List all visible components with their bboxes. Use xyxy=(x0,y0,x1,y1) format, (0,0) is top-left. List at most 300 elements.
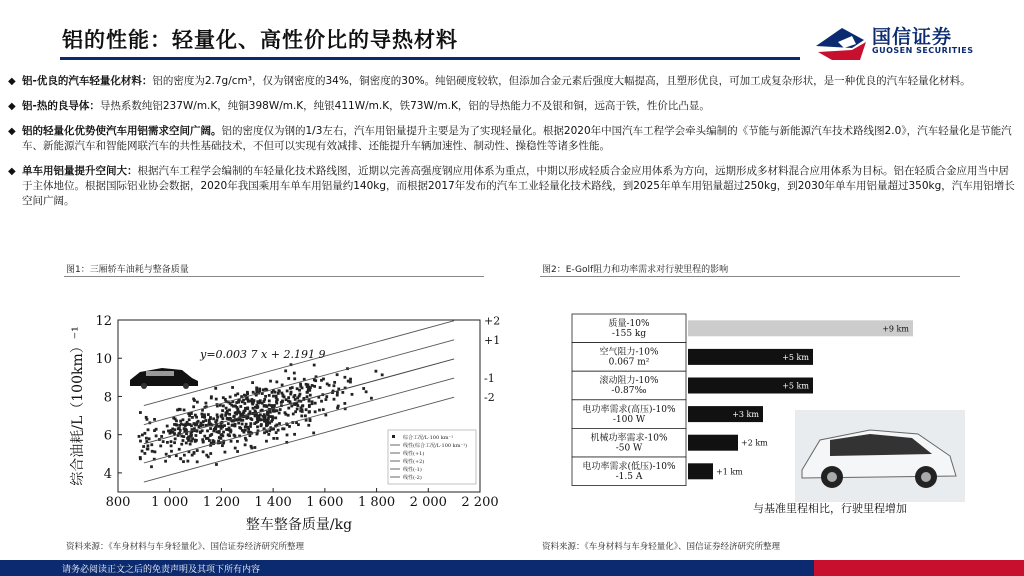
fit-equation: y=0.003 7 x + 2.191 9 xyxy=(200,348,326,362)
band-label: +1 xyxy=(484,333,500,347)
scatter-point xyxy=(287,377,290,380)
scatter-point xyxy=(204,402,207,405)
scatter-point xyxy=(265,440,268,443)
scatter-point xyxy=(275,431,278,434)
logo-subtitle: GUOSEN SECURITIES xyxy=(872,46,974,55)
scatter-point xyxy=(292,395,295,398)
scatter-point xyxy=(274,416,277,419)
scatter-point xyxy=(245,423,248,426)
scatter-point xyxy=(190,434,193,437)
scatter-point xyxy=(306,395,309,398)
category-label: 空气阻力-10% xyxy=(599,347,659,358)
scatter-point xyxy=(209,434,212,437)
diamond-bullet-icon: ◆ xyxy=(8,101,16,112)
bar-value-label: +1 km xyxy=(716,467,743,477)
scatter-point xyxy=(154,450,157,453)
diamond-bullet-icon: ◆ xyxy=(8,166,16,177)
scatter-point xyxy=(212,439,215,442)
scatter-point xyxy=(250,418,253,421)
scatter-point xyxy=(155,435,158,438)
scatter-point xyxy=(155,428,158,431)
scatter-point xyxy=(283,427,286,430)
scatter-point xyxy=(333,381,336,384)
scatter-point xyxy=(186,421,189,424)
scatter-point xyxy=(286,434,289,437)
scatter-point xyxy=(344,376,347,379)
legend-label: 线性(-1) xyxy=(403,467,422,473)
bar-value-label: +3 km xyxy=(732,410,759,420)
scatter-point xyxy=(325,395,328,398)
scatter-point xyxy=(164,460,167,463)
scatter-point xyxy=(301,410,304,413)
title-divider xyxy=(60,57,800,60)
scatter-point xyxy=(351,393,354,396)
scatter-point xyxy=(175,419,178,422)
scatter-point xyxy=(199,423,202,426)
scatter-point xyxy=(220,427,223,430)
scatter-point xyxy=(190,424,193,427)
scatter-point xyxy=(199,431,202,434)
scatter-point xyxy=(249,410,252,413)
x-tick-label: 1 600 xyxy=(306,495,344,510)
scatter-point xyxy=(236,408,239,411)
scatter-point xyxy=(245,439,248,442)
band-label: +2 xyxy=(484,314,500,328)
scatter-point xyxy=(179,408,182,411)
scatter-point xyxy=(239,405,242,408)
scatter-point xyxy=(381,373,384,376)
scatter-point xyxy=(249,425,252,428)
scatter-point xyxy=(190,440,193,443)
scatter-point xyxy=(275,400,278,403)
scatter-point xyxy=(145,437,148,440)
footer-bar xyxy=(0,560,1024,576)
scatter-point xyxy=(139,456,142,459)
y-tick-label: 10 xyxy=(95,352,112,368)
scatter-point xyxy=(139,440,142,443)
scatter-point xyxy=(314,410,317,413)
scatter-point xyxy=(296,404,299,407)
scatter-point xyxy=(188,437,191,440)
scatter-point xyxy=(233,434,236,437)
scatter-point xyxy=(299,393,302,396)
scatter-point xyxy=(151,450,154,453)
scatter-point xyxy=(162,431,165,434)
scatter-point xyxy=(225,407,228,410)
scatter-point xyxy=(272,395,275,398)
scatter-point xyxy=(272,437,275,440)
x-tick-label: 800 xyxy=(105,495,131,510)
scatter-point xyxy=(263,431,266,434)
scatter-point xyxy=(313,378,316,381)
scatter-point xyxy=(260,423,263,426)
figure-1-source: 资料来源：《车身材料与车身轻量化》、国信证券经济研究所整理 xyxy=(66,542,305,552)
logo-name: 国信证券 xyxy=(872,26,953,48)
scatter-point xyxy=(269,380,272,383)
scatter-point xyxy=(289,393,292,396)
scatter-point xyxy=(208,439,211,442)
scatter-point xyxy=(333,384,336,387)
x-tick-label: 1 000 xyxy=(151,495,189,510)
x-tick-label: 2 200 xyxy=(461,495,499,510)
bullet-heading: 单车用铝量提升空间大： xyxy=(22,165,138,177)
scatter-point xyxy=(209,416,212,419)
scatter-point xyxy=(258,387,261,390)
scatter-point xyxy=(375,370,378,373)
y-tick-label: 8 xyxy=(103,390,112,406)
bullet-list xyxy=(8,74,1016,219)
category-label: 机械功率需求-10% xyxy=(590,433,668,444)
category-label: -0.87‰ xyxy=(611,386,647,397)
scatter-point xyxy=(179,457,182,460)
scatter-point xyxy=(207,413,210,416)
scatter-point xyxy=(365,390,368,393)
scatter-point xyxy=(287,396,290,399)
scatter-point xyxy=(238,411,241,414)
scatter-point xyxy=(226,417,229,420)
scatter-point xyxy=(285,398,288,401)
scatter-point xyxy=(277,389,280,392)
scatter-point xyxy=(189,443,192,446)
scatter-point xyxy=(220,434,223,437)
scatter-point xyxy=(222,431,225,434)
scatter-point xyxy=(268,399,271,402)
bullet-item xyxy=(8,99,1016,114)
scatter-point xyxy=(255,386,258,389)
y-axis-label: 综合油耗/L（100km）⁻¹ xyxy=(70,326,86,486)
scatter-point xyxy=(280,392,283,395)
category-label: 0.067 m² xyxy=(608,357,650,368)
bullet-item xyxy=(8,124,1016,154)
scatter-point xyxy=(290,405,293,408)
bar-value-label: +9 km xyxy=(882,324,909,334)
figure-2-title: 图2：E-Golf阻力和功率需求对行驶里程的影响 xyxy=(542,265,729,275)
scatter-point xyxy=(229,396,232,399)
scatter-point xyxy=(249,422,252,425)
scatter-point xyxy=(258,416,261,419)
scatter-point xyxy=(221,409,224,412)
scatter-point xyxy=(141,434,144,437)
bar xyxy=(688,320,913,336)
scatter-point xyxy=(261,402,264,405)
scatter-point xyxy=(263,417,266,420)
scatter-point xyxy=(293,377,296,380)
scatter-point xyxy=(191,437,194,440)
scatter-point xyxy=(243,402,246,405)
x-axis-label: 整车整备质量/kg xyxy=(245,517,353,533)
scatter-point xyxy=(325,398,328,401)
scatter-point xyxy=(195,416,198,419)
scatter-point xyxy=(142,445,145,448)
scatter-point xyxy=(284,413,287,416)
scatter-point xyxy=(304,414,307,417)
footer-accent xyxy=(814,560,1024,576)
scatter-point xyxy=(175,423,178,426)
scatter-point xyxy=(336,394,339,397)
bullet-heading: 铝-热的良导体： xyxy=(22,100,100,112)
scatter-point xyxy=(141,450,144,453)
scatter-point xyxy=(298,389,301,392)
scatter-point xyxy=(336,373,339,376)
scatter-point xyxy=(300,415,303,418)
scatter-point xyxy=(279,408,282,411)
scatter-point xyxy=(294,410,297,413)
scatter-point xyxy=(196,401,199,404)
scatter-point xyxy=(296,408,299,411)
scatter-point xyxy=(201,415,204,418)
scatter-point xyxy=(150,443,153,446)
scatter-point xyxy=(241,423,244,426)
scatter-point xyxy=(254,446,257,449)
y-tick-label: 6 xyxy=(103,428,112,444)
scatter-point xyxy=(307,387,310,390)
category-label: -155 kg xyxy=(611,329,647,339)
scatter-point xyxy=(201,413,204,416)
scatter-point xyxy=(309,394,312,397)
scatter-point xyxy=(259,413,262,416)
scatter-point xyxy=(320,400,323,403)
scatter-point xyxy=(305,408,308,411)
scatter-point xyxy=(252,407,255,410)
scatter-point xyxy=(244,407,247,410)
scatter-point xyxy=(145,416,148,419)
scatter-point xyxy=(242,399,245,402)
bullet-item xyxy=(8,74,1016,89)
scatter-point xyxy=(308,399,311,402)
scatter-point xyxy=(165,453,168,456)
scatter-point xyxy=(194,440,197,443)
scatter-point xyxy=(241,419,244,422)
scatter-point xyxy=(341,391,344,394)
y-tick-label: 4 xyxy=(103,466,112,482)
scatter-point xyxy=(166,425,169,428)
scatter-point xyxy=(301,404,304,407)
scatter-point xyxy=(314,402,317,405)
scatter-point xyxy=(143,452,146,455)
scatter-point xyxy=(202,450,205,453)
scatter-point xyxy=(188,418,191,421)
scatter-point xyxy=(147,444,150,447)
scatter-point xyxy=(193,422,196,425)
footer-disclaimer: 请务必阅读正文之后的免责声明及其项下所有内容 xyxy=(62,565,261,575)
band-label: -1 xyxy=(484,372,495,386)
bar-value-label: +5 km xyxy=(782,381,809,391)
scatter-point xyxy=(236,392,239,395)
scatter-point xyxy=(349,381,352,384)
scatter-point xyxy=(309,419,312,422)
scatter-point xyxy=(230,404,233,407)
bullet-heading: 铝-优良的汽车轻量化材料： xyxy=(22,75,153,87)
scatter-point xyxy=(222,396,225,399)
scatter-point xyxy=(209,427,212,430)
scatter-point xyxy=(333,398,336,401)
scatter-point xyxy=(221,417,224,420)
scatter-point xyxy=(214,425,217,428)
figure-1-title: 图1：三厢轿车油耗与整备质量 xyxy=(66,265,189,275)
category-label: 质量-10% xyxy=(608,319,650,329)
scatter-point xyxy=(153,418,156,421)
scatter-point xyxy=(262,388,265,391)
scatter-point xyxy=(251,403,254,406)
scatter-point xyxy=(236,440,239,443)
scatter-point xyxy=(177,427,180,430)
scatter-point xyxy=(271,391,274,394)
scatter-point xyxy=(272,410,275,413)
scatter-point xyxy=(218,430,221,433)
diamond-bullet-icon: ◆ xyxy=(8,76,16,87)
bullet-text: 导热系数纯铝237W/m.K，纯铜398W/m.K，纯银411W/m.K，铁73W/m.K，铝的导热能力不及银和铜，远高于铁，性价比凸显。 xyxy=(99,100,710,112)
scatter-point xyxy=(234,447,237,450)
scatter-point xyxy=(281,384,284,387)
scatter-point xyxy=(196,430,199,433)
scatter-point xyxy=(180,443,183,446)
scatter-point xyxy=(150,465,153,468)
scatter-point xyxy=(214,387,217,390)
scatter-point xyxy=(196,460,199,463)
bar-value-label: +5 km xyxy=(782,352,809,362)
category-label: 滚动阻力-10% xyxy=(599,376,659,387)
scatter-point xyxy=(210,395,213,398)
x-tick-label: 1 200 xyxy=(202,495,241,510)
scatter-point xyxy=(230,440,233,443)
scatter-point xyxy=(247,428,250,431)
scatter-point xyxy=(265,420,268,423)
scatter-point xyxy=(293,372,296,375)
scatter-point xyxy=(278,422,281,425)
scatter-point xyxy=(215,463,218,466)
bullet-item xyxy=(8,164,1016,209)
scatter-point xyxy=(160,435,163,438)
scatter-point xyxy=(202,420,205,423)
scatter-point xyxy=(170,450,173,453)
scatter-point xyxy=(228,409,231,412)
band-label: -2 xyxy=(484,391,495,405)
scatter-point xyxy=(209,452,212,455)
scatter-point xyxy=(218,436,221,439)
scatter-point xyxy=(268,429,271,432)
category-label: 电功率需求(低压)-10% xyxy=(582,462,676,472)
horizontal-bar-chart xyxy=(540,280,980,520)
x-tick-label: 1 400 xyxy=(254,495,292,510)
scatter-point xyxy=(291,386,294,389)
bar xyxy=(688,435,738,451)
scatter-point xyxy=(192,405,195,408)
x-tick-label: 1 800 xyxy=(357,495,396,510)
scatter-point xyxy=(192,398,195,401)
scatter-point xyxy=(296,387,299,390)
scatter-point xyxy=(266,411,269,414)
scatter-point xyxy=(231,424,234,427)
figure-2-source: 资料来源：《车身材料与车身轻量化》、国信证券经济研究所整理 xyxy=(542,542,781,552)
scatter-point xyxy=(182,418,185,421)
bullet-text: 铝的密度仅为钢的1/3左右，汽车用铝量提升主要是为了实现轻量化。根据2020年中国汽车工程学会牵头编制的《节能与新能源汽车技术路线图2.0》，汽车轻量化是节能汽车、新能源汽车和智能网联汽车的共性基础技术，不但可以实现有效减排、还能提升车辆加速性、制动性、操稳性等诸多性能。 xyxy=(22,125,1012,152)
scatter-point xyxy=(276,437,279,440)
scatter-point xyxy=(186,460,189,463)
e-golf-car-photo-icon xyxy=(795,410,965,502)
bar xyxy=(688,463,713,479)
scatter-point xyxy=(311,400,314,403)
scatter-point xyxy=(293,433,296,436)
scatter-point xyxy=(250,445,253,448)
scatter-point xyxy=(229,429,232,432)
scatter-point xyxy=(170,440,173,443)
scatter-point xyxy=(268,394,271,397)
scatter-point xyxy=(216,413,219,416)
scatter-point xyxy=(204,419,207,422)
scatter-point xyxy=(201,438,204,441)
scatter-point xyxy=(139,411,142,414)
scatter-point xyxy=(221,444,224,447)
scatter-point xyxy=(286,390,289,393)
scatter-point xyxy=(308,411,311,414)
scatter-point xyxy=(244,426,247,429)
legend-label: 线性(综合工况/L·100 km⁻¹) xyxy=(403,443,468,449)
scatter-point xyxy=(174,437,177,440)
scatter-point xyxy=(182,435,185,438)
scatter-point xyxy=(216,416,219,419)
figure-1-rule xyxy=(64,276,484,277)
scatter-point xyxy=(296,396,299,399)
scatter-point xyxy=(234,412,237,415)
scatter-point xyxy=(173,441,176,444)
scatter-point xyxy=(191,416,194,419)
legend xyxy=(388,430,476,484)
scatter-point xyxy=(313,385,316,388)
scatter-point xyxy=(227,433,230,436)
scatter-point xyxy=(275,380,278,383)
scatter-point xyxy=(319,386,322,389)
scatter-point xyxy=(148,437,151,440)
scatter-point xyxy=(243,431,246,434)
scatter-point xyxy=(264,395,267,398)
scatter-point xyxy=(202,441,205,444)
legend-label: 线性(-2) xyxy=(403,475,422,481)
scatter-point xyxy=(268,422,271,425)
scatter-point xyxy=(183,409,186,412)
scatter-point xyxy=(225,428,228,431)
scatter-point xyxy=(173,432,176,435)
scatter-point xyxy=(370,397,373,400)
scatter-point xyxy=(308,404,311,407)
scatter-point xyxy=(196,449,199,452)
scatter-point xyxy=(224,414,227,417)
scatter-point xyxy=(312,432,315,435)
scatter-point xyxy=(183,454,186,457)
scatter-point xyxy=(206,429,209,432)
scatter-point xyxy=(166,441,169,444)
scatter-point xyxy=(162,440,165,443)
scatter-point xyxy=(237,422,240,425)
scatter-point xyxy=(280,401,283,404)
scatter-point xyxy=(284,369,287,372)
scatter-point xyxy=(318,409,321,412)
scatter-point xyxy=(143,432,146,435)
scatter-point xyxy=(275,395,278,398)
scatter-point xyxy=(196,421,199,424)
scatter-point xyxy=(180,423,183,426)
diamond-bullet-icon: ◆ xyxy=(8,126,16,137)
scatter-point xyxy=(170,444,173,447)
scatter-point xyxy=(171,428,174,431)
scatter-point xyxy=(267,433,270,436)
scatter-point xyxy=(343,402,346,405)
scatter-point xyxy=(147,428,150,431)
scatter-point xyxy=(159,445,162,448)
scatter-point xyxy=(220,415,223,418)
scatter-point xyxy=(191,454,194,457)
scatter-point xyxy=(205,454,208,457)
scatter-point xyxy=(287,407,290,410)
